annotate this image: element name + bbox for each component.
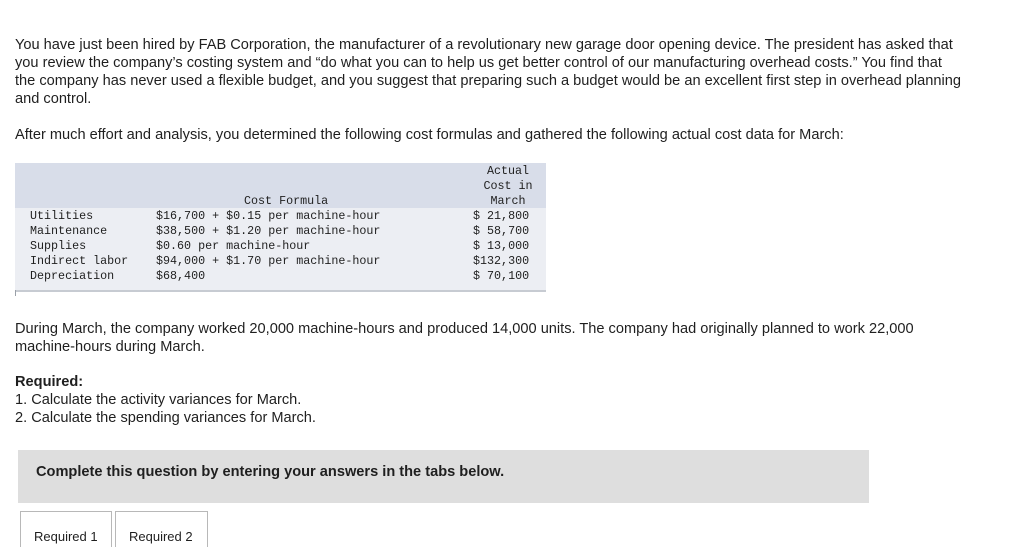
header-actual-line: March: [490, 194, 526, 208]
required-item-1: 1. Calculate the activity variances for March.: [15, 392, 302, 408]
cost-name: Indirect labor: [30, 254, 129, 268]
actual-cost: $ 21,800: [473, 209, 530, 223]
table-row: [15, 239, 546, 254]
cost-name: Maintenance: [30, 224, 108, 238]
table-row: [15, 269, 546, 284]
required-item-2: 2. Calculate the spending variances for March.: [15, 410, 316, 426]
instruction-text: Complete this question by entering your answers in the tabs below.: [36, 464, 505, 480]
cost-formula: $0.60 per machine-hour: [156, 239, 311, 253]
table-row: [15, 254, 546, 269]
table-bottom-rule: [15, 290, 546, 292]
table-row: [15, 209, 546, 224]
header-actual-line: Actual: [486, 164, 530, 178]
tab-required-2[interactable]: [115, 511, 208, 547]
table-row: [15, 224, 546, 239]
header-cost-formula: Cost Formula: [244, 194, 329, 208]
actual-cost: $ 70,100: [473, 269, 530, 283]
instruction-banner: [18, 450, 869, 503]
tab-label: Required 2: [129, 529, 193, 544]
actual-cost: $ 13,000: [473, 239, 530, 253]
cost-formula: $38,500 + $1.20 per machine-hour: [156, 224, 381, 238]
header-actual-line: Cost in: [483, 179, 533, 193]
cost-data-intro-paragraph: After much effort and analysis, you determined the following cost formulas and gathered the following actual cost data for March:: [15, 127, 844, 143]
cost-formula: $94,000 + $1.70 per machine-hour: [156, 254, 381, 268]
cost-formula: $16,700 + $0.15 per machine-hour: [156, 209, 381, 223]
intro-paragraph: You have just been hired by FAB Corporation, the manufacturer of a revolutionary new garage door opening device. The president has asked that you review the company’s costing system and “do what you can to help us get better control of our manufacturing overhead costs.” You find that the company has never used a flexible budget, and you suggest that preparing such a budget would be an excellent first step in overhead planning and control.: [15, 37, 961, 107]
cost-formula: $68,400: [156, 269, 206, 283]
header-actual-cost: [477, 164, 539, 209]
actual-cost: $ 58,700: [473, 224, 530, 238]
tab-label: Required 1: [34, 529, 98, 544]
tab-required-1[interactable]: [20, 511, 112, 547]
table-rule-tick: [15, 290, 16, 296]
required-title: Required:: [15, 374, 84, 390]
cost-formula-table: [15, 163, 546, 291]
actual-cost: $132,300: [473, 254, 530, 268]
cost-name: Utilities: [30, 209, 94, 223]
table-header: [15, 163, 546, 208]
cost-name: Depreciation: [30, 269, 115, 283]
cost-name: Supplies: [30, 239, 87, 253]
machine-hours-paragraph: During March, the company worked 20,000 machine-hours and produced 14,000 units. The company had originally planned to work 22,000 machine-hours during March.: [15, 321, 914, 355]
